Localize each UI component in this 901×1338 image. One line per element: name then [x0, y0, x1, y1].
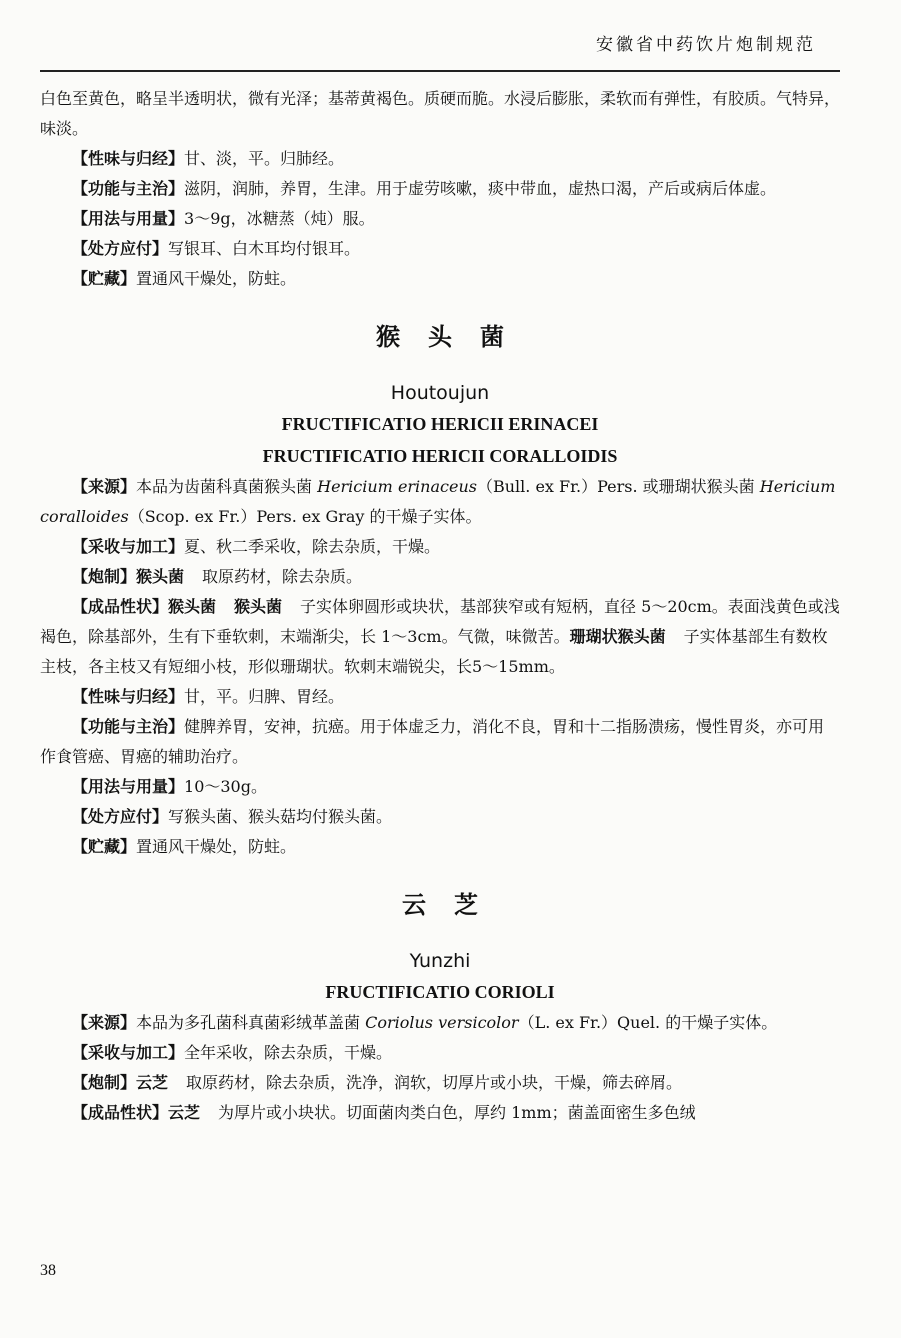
page-body [40, 84, 840, 1128]
monograph-latin-name: FRUCTIFICATIO CORIOLI [325, 982, 555, 1002]
entry-function: 【功能与主治】滋阴，润肺，养胃，生津。用于虚劳咳嗽，痰中带血，虚热口渴，产后或病后体虚。 [72, 179, 777, 198]
entry-description: 【成品性状】云芝 为厚片或小块状。切面菌肉类白色，厚约 1mm；菌盖面密生多色绒 [72, 1103, 696, 1122]
page-number: 38 [40, 1262, 56, 1279]
monograph-latin-name: FRUCTIFICATIO HERICII CORALLOIDIS [262, 446, 618, 466]
entry-prescription: 【处方应付】写猴头菌、猴头菇均付猴头菌。 [72, 807, 393, 826]
entry-storage: 【贮藏】置通风干燥处，防蛀。 [72, 837, 297, 856]
entry-flavor: 【性味与归经】甘，平。归脾、胃经。 [72, 687, 345, 706]
monograph-pinyin: Houtoujun [390, 382, 490, 404]
monograph-title: 云芝 [402, 891, 506, 919]
entry-flavor: 【性味与归经】甘、淡，平。归肺经。 [72, 149, 345, 168]
entry-description: 【成品性状】猴头菌 猴头菌 子实体卵圆形或块状，基部狭窄或有短柄，直径 5～20cm。表面浅黄色或浅褐色，除基部外，生有下垂软刺，末端渐尖，长 1～3cm。气微，味微苦。珊瑚状猴头菌 子实体基部生有数枚主枝，各主枝又有短细小枝，形似珊瑚状。软刺末端锐尖，长5～15mm。 [40, 597, 840, 676]
entry-dosage: 【用法与用量】10～30g。 [72, 777, 267, 796]
header-title: 安徽省中药饮片炮制规范 [596, 35, 816, 55]
monograph-pinyin: Yunzhi [409, 950, 471, 972]
entry-dosage: 【用法与用量】3～9g，冰糖蒸（炖）服。 [72, 209, 375, 228]
entry-source: 【来源】本品为多孔菌科真菌彩绒革盖菌 Coriolus versicolor（L. ex Fr.）Quel. 的干燥子实体。 [72, 1013, 778, 1032]
monograph-title: 猴头菌 [376, 323, 532, 351]
monograph-latin-name: FRUCTIFICATIO HERICII ERINACEI [281, 414, 599, 434]
entry-processing: 【炮制】云芝 取原药材，除去杂质，洗净，润软，切厚片或小块，干燥，筛去碎屑。 [72, 1073, 683, 1092]
entry-harvest: 【采收与加工】全年采收，除去杂质，干燥。 [72, 1043, 393, 1062]
entry-function: 【功能与主治】健脾养胃，安神，抗癌。用于体虚乏力，消化不良，胃和十二指肠溃疡，慢性胃炎，亦可用作食管癌、胃癌的辅助治疗。 [40, 717, 825, 766]
continuation-paragraph: 白色至黄色，略呈半透明状，微有光泽；基蒂黄褐色。质硬而脆。水浸后膨胀，柔软而有弹性，有胶质。气特异，味淡。 [40, 89, 841, 138]
entry-processing: 【炮制】猴头菌 取原药材，除去杂质。 [72, 567, 363, 586]
entry-prescription: 【处方应付】写银耳、白木耳均付银耳。 [72, 239, 361, 258]
running-header [40, 0, 840, 72]
entry-harvest: 【采收与加工】夏、秋二季采收，除去杂质，干燥。 [72, 537, 441, 556]
entry-source: 【来源】本品为齿菌科真菌猴头菌 Hericium erinaceus（Bull. ex Fr.）Pers. 或珊瑚状猴头菌 Hericium coralloides（Scop. ex Fr.）Pers. ex Gray 的干燥子实体。 [40, 477, 836, 526]
entry-storage: 【贮藏】置通风干燥处，防蛀。 [72, 269, 297, 288]
